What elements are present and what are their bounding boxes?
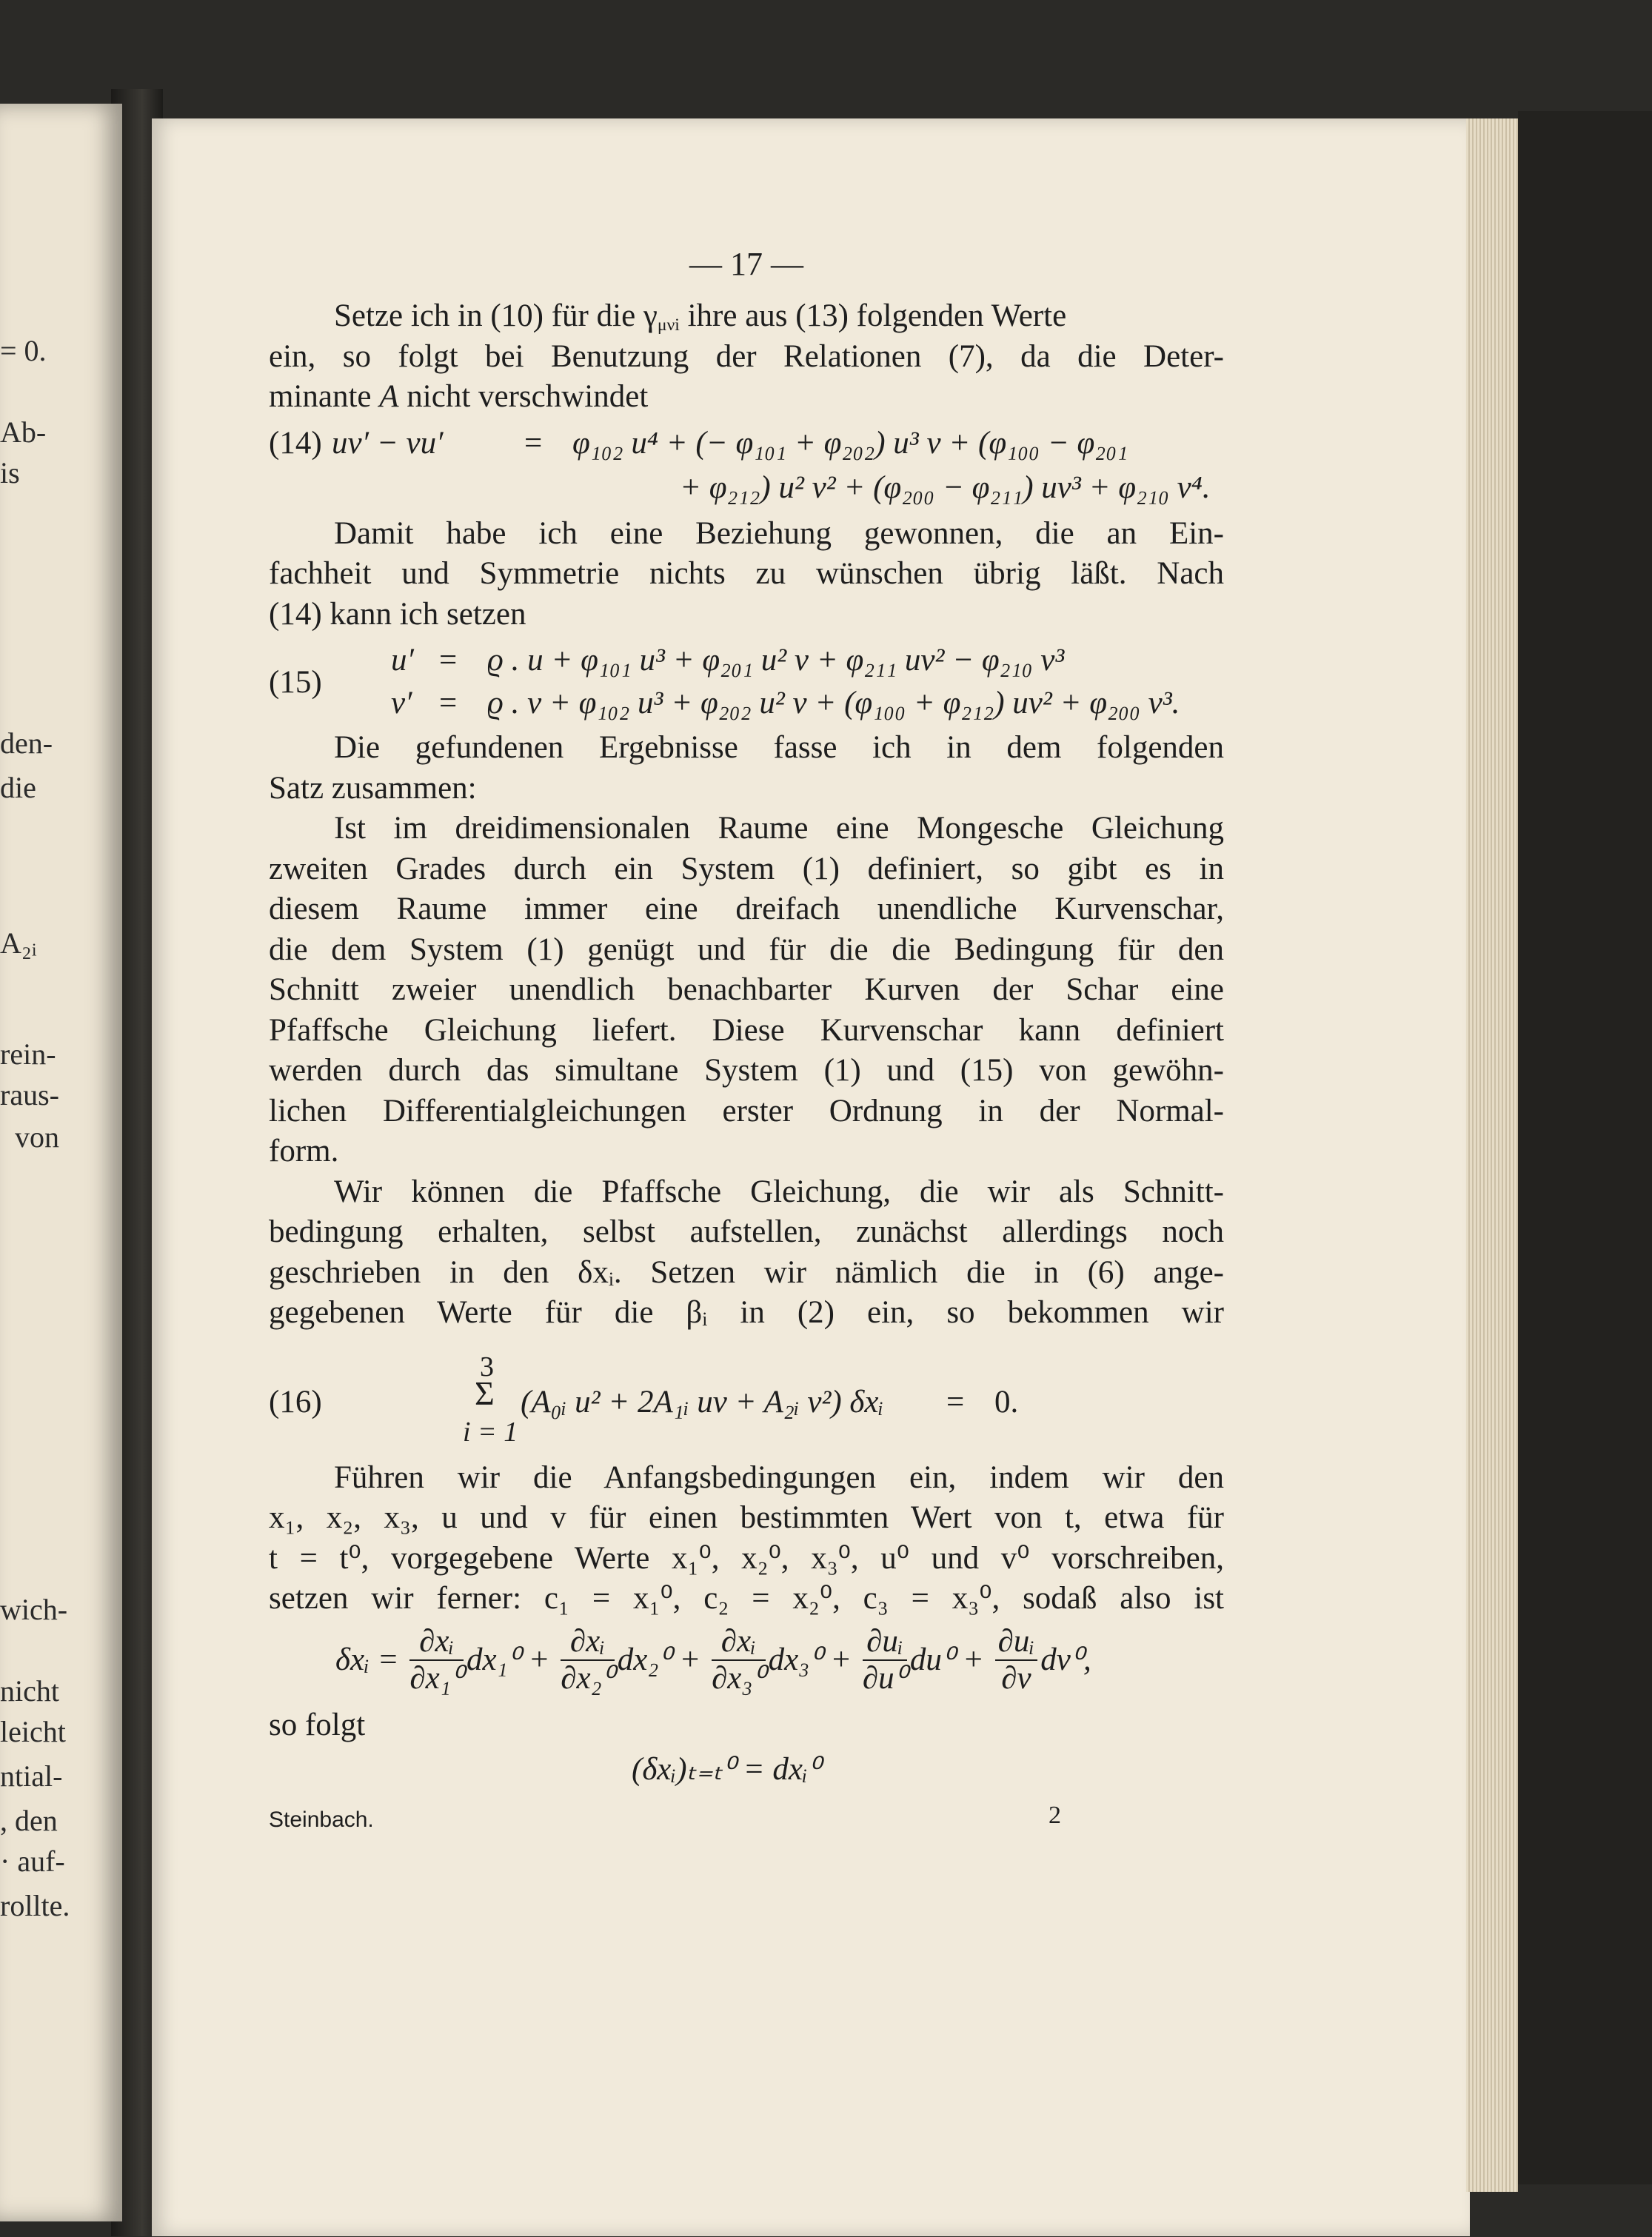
sum-sign: Σ [475,1374,495,1412]
equation-body: (A₀ᵢ u² + 2A₁ᵢ uv + A₂ᵢ v²) δxᵢ [521,1384,884,1420]
previous-page-edge [0,104,122,2221]
left-fragment: Ab- [0,415,47,449]
left-fragment: von [15,1120,59,1154]
equation-15 [269,641,1224,728]
equation-lhs: uv′ − vu′ [332,425,444,461]
page-footer [269,1793,1224,1837]
left-fragment: leicht [0,1715,66,1748]
paragraph-line: zweiten Grades durch ein System (1) definiert, so gibt es in [269,851,1224,886]
paragraph-line: fachheit und Symmetrie nichts zu wünschen übrig läßt. Nach [269,556,1224,591]
paragraph-line: bedingung erhalten, selbst aufstellen, zunächst allerdings noch [269,1214,1224,1249]
paragraph-line: minante A nicht verschwindet [269,379,649,414]
page-stack-edge [1466,118,1518,2192]
paragraph-line: geschrieben in den δxᵢ. Setzen wir nämlich die in (6) ange- [269,1254,1224,1290]
left-fragment: ntial- [0,1759,63,1793]
paragraph-line: Führen wir die Anfangsbedingungen ein, indem wir den [334,1459,1224,1495]
paragraph-line: Setze ich in (10) für die $\gamma_{\mu\nu i}$ ihre aus (13) folgenden Werte [334,298,1067,335]
paragraph-line: setzen wir ferner: c₁ = x₁⁰, c₂ = x₂⁰, c₃ = x₃⁰, sodaß also ist [269,1581,1224,1616]
sum-lower-limit: i = 1 [463,1416,518,1448]
paragraph-line: Schnitt zweier unendlich benachbarter Kurven der Schar eine [269,972,1224,1007]
equation-18 [269,1745,1224,1793]
paragraph-line: Satz zusammen: [269,770,477,806]
equation-relation: = [439,686,458,720]
paragraph-line: Pfaffsche Gleichung liefert. Diese Kurvenschar kann definiert [269,1012,1224,1048]
equation-rhs: + φ₂₁₂) u² v² + (φ₂₀₀ − φ₂₁₁) uv³ + φ₂₁₀ v⁴. [680,469,1211,505]
equation-lhs: u′ [391,643,414,678]
equation-rhs: 0. [994,1384,1019,1420]
paragraph-line: so folgt [269,1707,366,1742]
footer-author: Steinbach. [269,1808,374,1832]
paragraph-line: Wir können die Pfaffsche Gleichung, die wir als Schnitt- [334,1174,1224,1209]
left-fragment: raus- [0,1078,59,1111]
equation-relation: = [524,425,543,461]
equation-number: (14) [269,425,322,461]
paragraph-line: Ist im dreidimensionalen Raume eine Mongesche Gleichung [334,811,1224,846]
left-fragment: nicht [0,1674,59,1708]
left-fragment: rein- [0,1037,56,1071]
paragraph-line: lichen Differentialgleichungen erster Ordnung in der Normal- [269,1093,1224,1128]
equation-14-continued [269,468,1224,514]
left-fragment: · auf- [0,1845,65,1878]
equation-14 [269,424,1224,468]
paragraph-line: die dem System (1) genügt und für die die Bedingung für den [269,932,1224,967]
left-fragment: wich- [0,1593,68,1626]
paragraph-line: diesem Raume immer eine dreifach unendliche Kurvenschar, [269,892,1224,926]
partial-fraction: $\frac{\text{∂uᵢ}}{\text{∂u⁰}}$ [862,1623,907,1696]
paragraph-line: werden durch das simultane System (1) und (15) von gewöhn- [269,1053,1224,1088]
page-header: — 17 — [689,246,803,282]
paragraph-line: ein, so folgt bei Benutzung der Relationen (7), da die Deter- [269,338,1224,374]
partial-fraction: $\frac{\text{∂xᵢ}}{\text{∂x₃⁰}}$ [712,1623,766,1696]
equation-lhs: δxᵢ = [335,1642,399,1677]
paragraph-line: Die gefundenen Ergebnisse fasse ich in dem folgenden [334,730,1224,765]
page-text [269,244,1224,1837]
signature-mark: 2 [1049,1802,1061,1829]
left-fragment: den- [0,726,53,760]
equation-body: (δxᵢ)ₜ₌ₜ⁰ = dxᵢ⁰ [632,1752,820,1787]
equation-rhs: ϱ . v + φ₁₀₂ u³ + φ₂₀₂ u² v + (φ₁₀₀ + φ₂₁₂) uv² + φ₂₀₀ v³. [487,686,1180,720]
equation-relation: = [439,643,458,678]
partial-fraction: $\frac{\text{∂uᵢ}}{\partial v}$ [995,1624,1038,1696]
left-fragment: die [0,771,36,804]
partial-fraction: $\frac{\text{∂xᵢ}}{\text{∂x₁⁰}}$ [409,1623,464,1696]
sum-upper-limit: 3 [480,1351,494,1382]
equation-rhs: ϱ . u + φ₁₀₁ u³ + φ₂₀₁ u² v + φ₂₁₁ uv² − φ₂₁₀ v³ [487,643,1065,678]
paragraph-line: gegebenen Werte für die βᵢ in (2) ein, so bekommen wir [269,1295,1224,1330]
left-fragment: is [0,456,20,489]
equation-number: (16) [269,1384,322,1420]
equation-lhs: v′ [391,686,412,720]
equation-16 [269,1347,1224,1458]
equation-17: δxᵢ = $\frac{\text{∂xᵢ}}{\text{∂x₁⁰}}$ dx₁⁰ + $\frac{\text{∂xᵢ}}{\text{∂x₂⁰}}$ dx₂⁰ + $\frac{\text{∂xᵢ}}{\text{∂x₃⁰}}$ dx₃⁰ + $\frac{\text{∂uᵢ}}{\text{∂u⁰}}$ du⁰ + $\frac{\text{∂uᵢ}}{\partial v}$ dv⁰, [335,1623,1091,1696]
partial-fraction: $\frac{\text{∂xᵢ}}{\text{∂x₂⁰}}$ [561,1623,615,1696]
paragraph-line: Damit habe ich eine Beziehung gewonnen, die an Ein- [334,515,1224,551]
paragraph-line: t = t⁰, vorgegebene Werte x₁⁰, x₂⁰, x₃⁰, u⁰ und v⁰ vorschreiben, [269,1540,1224,1576]
left-fragment: = 0. [0,334,47,367]
paragraph-line: (14) kann ich setzen [269,596,526,632]
equation-number: (15) [269,665,322,700]
left-fragment: , den [0,1804,58,1837]
paragraph-line: x₁, x₂, x₃, u und v für einen bestimmten Wert von t, etwa für [269,1500,1224,1535]
paragraph-line: form. [269,1134,339,1168]
equation-relation: = [946,1384,965,1420]
equation-rhs: φ₁₀₂ u⁴ + (− φ₁₀₁ + φ₂₀₂) u³ v + (φ₁₀₀ − φ₂₀₁ [572,425,1128,461]
left-fragment: rollte. [0,1889,70,1922]
book-cover [1518,111,1652,2184]
left-fragment: A₂ᵢ [0,926,37,960]
